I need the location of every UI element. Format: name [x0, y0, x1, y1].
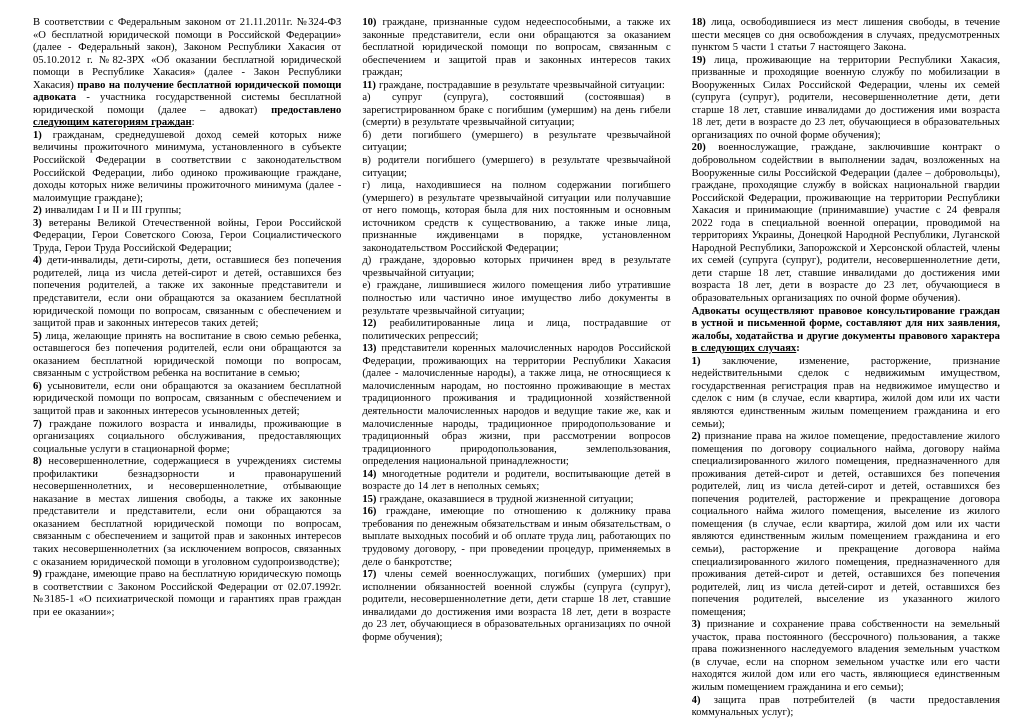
paragraph	[362, 130, 670, 155]
text-run-bold: Адвокаты осуществляют правовое консультирование граждан в устной и письменной форме, составляют для них заявления, жалобы, ходатайства и другие документы правового характера	[691, 305, 1000, 342]
text-run-bold: 14)	[362, 468, 377, 480]
text-run: граждане, оказавшиеся в трудной жизненной ситуации;	[376, 493, 634, 505]
text-run: реабилитированные лица и лица, пострадавшие от политических репрессий;	[362, 318, 671, 342]
paragraph	[362, 494, 670, 507]
paragraph	[33, 218, 341, 256]
column-2	[362, 17, 670, 718]
text-run-bold: следующим категориям граждан	[33, 117, 192, 129]
text-run: е) граждане, лишившиеся жилого помещения либо утратившие полностью или частично иное имущество либо документы в результате чрезвычайной ситуации;	[362, 280, 671, 317]
text-run: а) супруг (супруга), состоявший (состоявшая) в зарегистрированном браке с погибшим (умершим) на день гибели (смерти) в результате чрезвычайной ситуации;	[362, 92, 671, 129]
paragraph	[33, 331, 341, 381]
paragraph	[692, 55, 1000, 143]
text-run-bold: 1)	[33, 129, 42, 141]
paragraph	[362, 92, 670, 130]
text-run: В соответствии с Федеральным законом от 21.11.2011г. №324-ФЗ «О бесплатной юридической помощи в Российской Федерации» (далее - Федеральный закон), Законом Республики Хакасия от 05.10.2012 г. №82-ЗРХ «Об оказании бесплатной юридической помощи в Республике Хакасия» (далее - Закон Республики Хакасия)	[33, 17, 342, 91]
paragraph	[362, 155, 670, 180]
text-run-bold: 6)	[33, 380, 42, 392]
text-run: г) лица, находившиеся на полном содержании погибшего (умершего) в результате чрезвычайной ситуации или получавшие от него помощь, которая была для них постоянным и основным источником средств к существованию, а также иные лица, признанные иждивенцами в порядке, установленном законодательством Российской Федерации;	[362, 180, 671, 254]
paragraph	[362, 17, 670, 80]
text-run: граждане, имеющие право на бесплатную юридическую помощь в соответствии с Законом Российской Федерации от 02.07.1992г. №3185-1 «О психиатрической помощи и гарантиях прав граждан при ее оказании»;	[33, 569, 342, 618]
text-run-bold: 3)	[691, 619, 701, 631]
text-run-bold: 10)	[362, 17, 377, 28]
paragraph	[362, 506, 670, 569]
paragraph	[33, 255, 341, 330]
paragraph	[362, 280, 670, 318]
text-run: члены семей военнослужащих, погибших (умерших) при исполнении обязанностей военной службы (супруга (супруг), родители, несовершеннолетние дети, дети старше 18 лет, ставшие инвалидами до достижения ими возраста 18 лет, дети в возрасте до 23 лет, обучающиеся в образовательных организациях по очной форме обучения);	[362, 569, 671, 643]
text-run: :	[191, 117, 195, 129]
text-run: признание и сохранение права собственности на земельный участок, права постоянного (бессрочного) пользования, а также права пожизненного наследуемого владения земельным участком (в случае, если на спорном земельном участке или его части находятся жилой дом или его часть, являющиеся единственным жилым помещением гражданина и его семьи);	[691, 619, 1000, 693]
text-run-bold: 2)	[691, 431, 701, 443]
paragraph	[692, 695, 1000, 718]
text-run: в) родители погибшего (умершего) в результате чрезвычайной ситуации;	[362, 155, 671, 179]
text-run: дети-инвалиды, дети-сироты, дети, оставшиеся без попечения родителей, лица из числа детей-сирот и детей, оставшихся без попечения родителей, а также их законные представители и представители, если они обращаются за оказанием бесплатной юридической помощи по вопросам, связанным с обеспечением и защитой прав и законных интересов таких детей;	[33, 255, 342, 330]
text-run: защита прав потребителей (в части предоставления коммунальных услуг);	[691, 694, 1000, 718]
text-run-bold: 3)	[33, 217, 42, 229]
paragraph	[362, 255, 670, 280]
text-run: признание права на жилое помещение, предоставление жилого помещения по договору социального найма, договору найма специализированного жилого помещения, предназначенного для проживания детей-сирот и детей, оставшихся без попечения родителей, лиц из числа детей-сирот и детей, оставшихся без попечения родителей, расторжение и прекращение договора социального найма жилого помещения, выселение из жилого помещения (в случае, если квартира, жилой дом или их части являются единственным жилым помещением гражданина и его семьи), расторжение и прекращение договора найма специализированного жилого помещения, предназначенного для проживания детей-сирот и детей, оставшихся без попечения родителей, лиц из числа детей-сирот и детей, оставшихся без попечения родителей, выселение из указанного жилого помещения;	[691, 431, 1000, 618]
text-run: лица, освободившиеся из мест лишения свободы, в течение шести месяцев со дня освобождения в случаях, предусмотренных пунктом 5 части 1 статьи 7 настоящего Закона.	[691, 17, 1000, 54]
text-run-bold: 4)	[33, 255, 42, 267]
text-run: лица, желающие принять на воспитание в свою семью ребенка, оставшегося без попечения родителей, если они обращаются за оказанием бесплатной юридической помощи по вопросам, связанным с устройством ребенка на воспитание в семью;	[33, 330, 342, 380]
paragraph	[33, 419, 341, 457]
text-run-bold: право на получение бесплатной юридической помощи адвоката	[33, 79, 342, 104]
text-run-bold: 2)	[33, 205, 42, 217]
paragraph	[362, 343, 670, 468]
text-run-bold: в следующих случаях	[691, 343, 797, 355]
paragraph	[692, 431, 1000, 619]
text-run: граждане, имеющие по отношению к должнику права требования по денежным обязательствам и иным обязательствам, о выплате выходных пособий и об оплате труда лиц, работающих по трудовому договору, - при проведении процедур, применяемых в деле о банкротстве;	[362, 506, 671, 568]
text-run: заключение, изменение, расторжение, признание недействительными сделок с недвижимым имуществом, государственная регистрация прав на недвижимое имущество и сделок с ним (в случае, если квартира, жилой дом или их части являются единственным жилым помещением гражданина и его семьи);	[691, 355, 1000, 430]
paragraph	[362, 318, 670, 343]
paragraph	[362, 180, 670, 255]
paragraph	[692, 356, 1000, 431]
column-1	[33, 17, 341, 718]
text-run-bold: предоставлено	[271, 104, 342, 116]
paragraph	[33, 381, 341, 419]
text-run: - участника государственной системы бесплатной юридической помощи (далее – адвокат)	[33, 92, 342, 116]
text-run: несовершеннолетние, содержащиеся в учреждениях системы профилактики безнадзорности и правонарушений несовершеннолетних, и несовершеннолетние, отбывающие наказание в местах лишения свободы, а также их законные представители и представители, если они обращаются за оказанием бесплатной юридической помощи по вопросам, связанным с обеспечением и защитой прав и законных интересов таких несовершеннолетних (за исключением вопросов, связанных с оказанием юридической помощи в уголовном судопроизводстве);	[33, 456, 342, 568]
paragraph	[692, 306, 1000, 356]
text-run-bold: 8)	[33, 456, 42, 468]
text-run-bold: 5)	[33, 330, 42, 342]
paragraph	[362, 569, 670, 644]
text-run: военнослужащие, граждане, заключившие контракт о добровольном содействии в выполнении задач, возложенных на Вооруженные силы Российской Федерации (далее – добровольцы), граждане, проходящие службу в войсках национальной гвардии Российской Федерации, проживающие на территории Республики Хакасия и принимающие (принимавшие) участие с 24 февраля 2022 года в специальной военной операции, проводимой на территориях Украины, Донецкой Народной Республики, Луганской Народной Республики, Запорожской и Херсонской областей, члены их семей (супруга (супруг), родители, несовершеннолетние дети, дети старше 18 лет, ставшие инвалидами до достижения ими возраста 18 лет, дети в возрасте до 23 лет, обучающиеся в образовательных организациях по очной форме обучения).	[691, 142, 1000, 305]
text-run-bold: 4)	[691, 694, 701, 706]
text-run: граждане, признанные судом недееспособными, а также их законные представители, если они обращаются за оказанием бесплатной юридической помощи по вопросам, связанным с обеспечением и защитой прав и законных интересов таких граждан;	[362, 17, 671, 79]
column-3	[692, 17, 1000, 718]
paragraph	[692, 17, 1000, 55]
text-run-bold: 12)	[362, 318, 377, 330]
paragraph	[33, 569, 341, 619]
text-run-bold: 18)	[691, 17, 706, 28]
text-run: инвалидам I и II и III группы;	[41, 205, 182, 217]
text-run-bold: 1)	[691, 355, 701, 367]
text-run-bold: 7)	[33, 418, 42, 430]
text-run-bold: 17)	[362, 569, 377, 581]
paragraph	[692, 619, 1000, 694]
text-run: граждане, пострадавшие в результате чрезвычайной ситуации:	[375, 79, 665, 91]
text-run: ветераны Великой Отечественной войны, Герои Российской Федерации, Герои Советского Союза, Герои Социалистического Труда, Герои Труда Российской Федерации;	[33, 217, 342, 254]
paragraph	[33, 456, 341, 569]
text-run: граждане пожилого возраста и инвалиды, проживающие в организациях социального обслуживания, предоставляющих социальные услуги в стационарной форме;	[33, 418, 342, 455]
paragraph	[362, 469, 670, 494]
text-run: усыновители, если они обращаются за оказанием бесплатной юридической помощи по вопросам, связанным с обеспечением и защитой прав и законных интересов усыновленных детей;	[33, 380, 342, 417]
text-run: многодетные родители и родители, воспитывающие детей в возрасте до 14 лет в неполных семьях;	[362, 468, 671, 493]
text-run-bold: 19)	[691, 54, 706, 66]
text-run-bold: 20)	[691, 142, 706, 154]
column-layout	[33, 17, 1000, 718]
paragraph	[33, 17, 341, 130]
text-run: б) дети погибшего (умершего) в результате чрезвычайной ситуации;	[362, 129, 671, 154]
text-run: д) граждане, здоровью которых причинен вред в результате чрезвычайной ситуации;	[362, 255, 671, 279]
text-run-bold: 13)	[362, 343, 377, 355]
text-run: представители коренных малочисленных народов Российской Федерации, проживающих на территории Республики Хакасия (далее - малочисленные народы), а также лица, не относящиеся к малочисленным народам, но постоянно проживающие в местах традиционного проживания и традиционной хозяйственной деятельности малочисленных народов и ведущие такие же, как и малочисленные народы, традиционное природопользование и традиционный образ жизни, при рассмотрении вопросов традиционного природопользования, землепользования, определения национальной принадлежности;	[362, 343, 671, 468]
text-run-bold: 16)	[362, 506, 377, 518]
text-run-bold: 11)	[362, 79, 376, 91]
text-run: лица, проживающие на территории Республики Хакасия, призванные и проходящие военную службу по мобилизации в Вооруженных Силах Российской Федерации, члены их семей (супруга (супруг), родители, несовершеннолетние дети, дети старше 18 лет, ставшие инвалидами до достижения ими возраста 18 лет, дети в возрасте до 23 лет, обучающиеся в образовательных организациях по очной форме обучения);	[691, 54, 1000, 141]
paragraph	[33, 130, 341, 205]
text-run-bold: 9)	[33, 569, 42, 581]
paragraph	[33, 205, 341, 218]
paragraph	[362, 80, 670, 93]
paragraph	[692, 142, 1000, 305]
text-run-bold: 15)	[362, 493, 377, 505]
text-run: гражданам, среднедушевой доход семей которых ниже величины прожиточного минимума, установленного в субъекте Российской Федерации в соответствии с законодательством Российской Федерации, либо одиноко проживающие граждане, доходы которых ниже величины прожиточного минимума (далее - малоимущие граждане);	[33, 129, 342, 204]
text-run-bold: :	[796, 343, 800, 355]
